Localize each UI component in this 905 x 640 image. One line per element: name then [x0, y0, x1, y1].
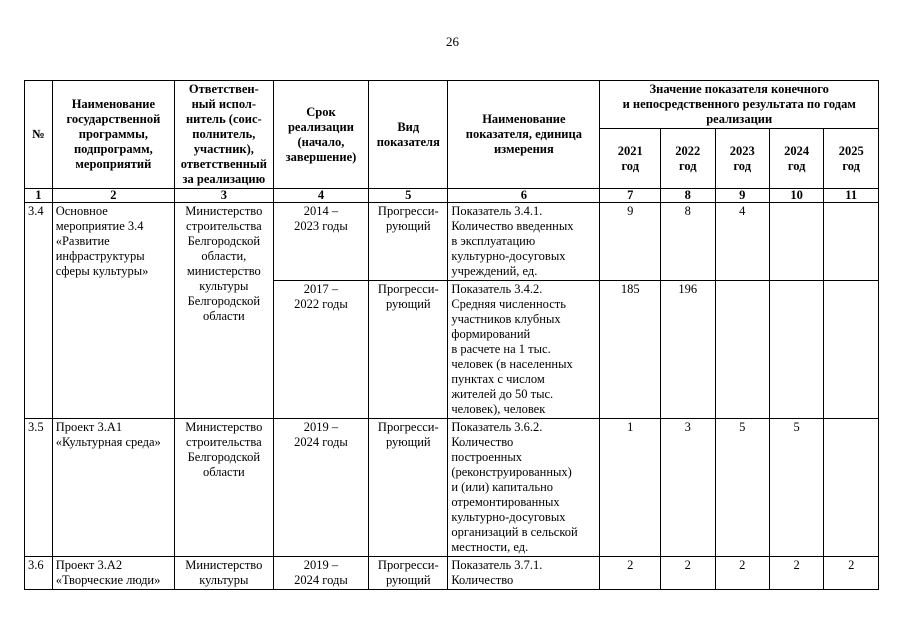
column-number: 7 — [600, 189, 661, 203]
executor: Министерство строительства Белгородской области — [175, 419, 274, 557]
column-number: 6 — [448, 189, 600, 203]
value-2021: 2 — [600, 557, 661, 590]
column-number: 5 — [369, 189, 448, 203]
header-term: Срок реализации (начало, завершение) — [273, 81, 369, 189]
term: 2017 – 2022 годы — [273, 281, 369, 419]
header-indicator-name: Наименование показателя, единица измерения — [448, 81, 600, 189]
value-2023: 5 — [715, 419, 769, 557]
header-year-2021: 2021 год — [600, 129, 661, 189]
value-2024: 2 — [769, 557, 823, 590]
value-2021: 1 — [600, 419, 661, 557]
indicator-name: Показатель 3.4.1. Количество введенных в эксплуатацию культурно-досуговых учреждений, ед. — [448, 203, 600, 281]
value-2023: 2 — [715, 557, 769, 590]
program-name: Проект 3.А2 «Творческие люди» — [52, 557, 174, 590]
column-number: 2 — [52, 189, 174, 203]
column-number-row — [25, 189, 879, 203]
executor: Министерство строительства Белгородской области, министерство культуры Белгородской области — [175, 203, 274, 419]
column-number: 3 — [175, 189, 274, 203]
table-row — [25, 203, 879, 281]
value-2022: 2 — [661, 557, 715, 590]
row-number: 3.4 — [25, 203, 53, 419]
value-2022: 8 — [661, 203, 715, 281]
value-2021: 185 — [600, 281, 661, 419]
page-number: 26 — [446, 34, 459, 49]
indicator-type: Прогресси- рующий — [369, 557, 448, 590]
value-2024 — [769, 281, 823, 419]
value-2024 — [769, 203, 823, 281]
column-number: 1 — [25, 189, 53, 203]
indicator-type: Прогресси- рующий — [369, 281, 448, 419]
header-number: № — [25, 81, 53, 189]
indicator-type: Прогресси- рующий — [369, 203, 448, 281]
indicator-name: Показатель 3.4.2. Средняя численность участников клубных формирований в расчете на 1 тыс. человек (в населенных пунктах с числом жителей до 50 тыс. человек), человек — [448, 281, 600, 419]
header-executor: Ответствен- ный испол- нитель (соис- полнитель, участник), ответственный за реализацию — [175, 81, 274, 189]
value-2025 — [824, 419, 879, 557]
value-2021: 9 — [600, 203, 661, 281]
column-number: 9 — [715, 189, 769, 203]
indicator-type: Прогресси- рующий — [369, 419, 448, 557]
row-number: 3.6 — [25, 557, 53, 590]
row-number: 3.5 — [25, 419, 53, 557]
term: 2019 – 2024 годы — [273, 557, 369, 590]
header-year-2022: 2022 год — [661, 129, 715, 189]
indicators-table — [24, 80, 879, 590]
header-year-2023: 2023 год — [715, 129, 769, 189]
term: 2014 – 2023 годы — [273, 203, 369, 281]
value-2022: 3 — [661, 419, 715, 557]
executor: Министерство культуры — [175, 557, 274, 590]
value-2022: 196 — [661, 281, 715, 419]
header-values: Значение показателя конечного и непосредственного результата по годам реализации — [600, 81, 879, 129]
program-name: Основное мероприятие 3.4 «Развитие инфраструктуры сферы культуры» — [52, 203, 174, 419]
column-number: 10 — [769, 189, 823, 203]
column-number: 4 — [273, 189, 369, 203]
table-row — [25, 557, 879, 590]
column-number: 11 — [824, 189, 879, 203]
value-2024: 5 — [769, 419, 823, 557]
value-2025 — [824, 281, 879, 419]
value-2023: 4 — [715, 203, 769, 281]
value-2025: 2 — [824, 557, 879, 590]
value-2023 — [715, 281, 769, 419]
header-indicator-type: Вид показателя — [369, 81, 448, 189]
column-number: 8 — [661, 189, 715, 203]
header-year-2025: 2025 год — [824, 129, 879, 189]
table-row — [25, 419, 879, 557]
header-year-2024: 2024 год — [769, 129, 823, 189]
value-2025 — [824, 203, 879, 281]
header-program: Наименование государственной программы, подпрограмм, мероприятий — [52, 81, 174, 189]
term: 2019 – 2024 годы — [273, 419, 369, 557]
program-name: Проект 3.А1 «Культурная среда» — [52, 419, 174, 557]
indicator-name: Показатель 3.7.1. Количество — [448, 557, 600, 590]
indicator-name: Показатель 3.6.2. Количество построенных (реконструированных) и (или) капитально отремонтированных культурно-досуговых организаций в сельской местности, ед. — [448, 419, 600, 557]
